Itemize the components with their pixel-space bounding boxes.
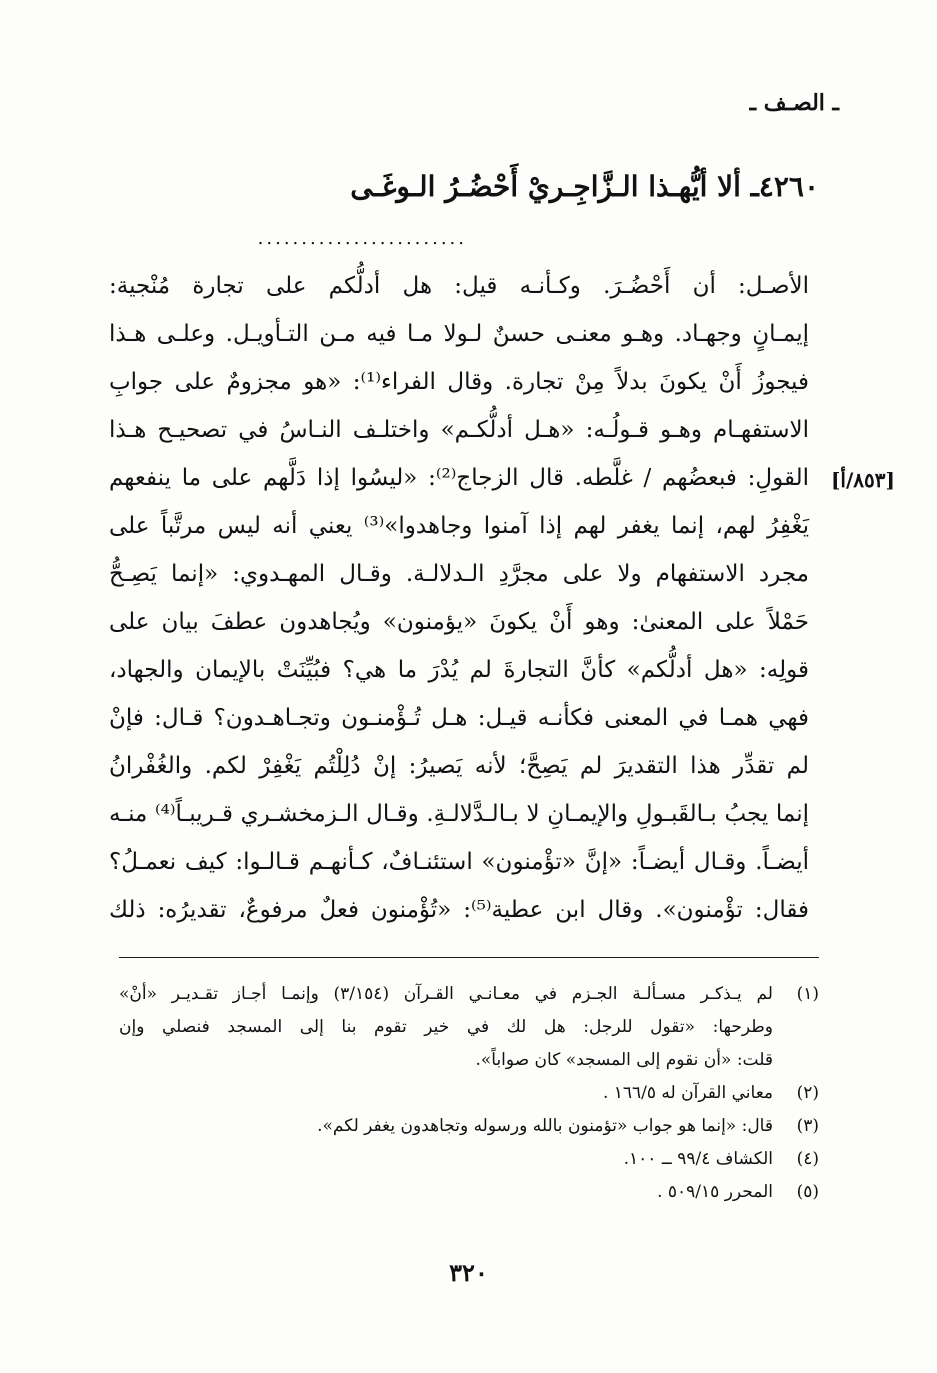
body-line: يَغْفِرُ لهم، إنما يغفر لهم إذا آمنوا وجاهدوا»⁽³⁾ يعني أنه ليس مرتَّباً على [109, 513, 810, 539]
footnote-5 [119, 1176, 819, 1209]
footnote-divider [119, 957, 819, 958]
footnotes [119, 978, 819, 1209]
footnote-2 [119, 1077, 819, 1110]
body-line: الاستفهـام وهـو قـولُـه: «هـل أدلُّكـم» واختلـف النـاسُ في تصحيـح هـذا [109, 417, 809, 443]
body-line: مجرد الاستفهام ولا على مجرَّدِ الـدلالـة. وقـال المهـدوي: «إنما يَصِـحُّ [109, 561, 809, 587]
footnote-line: لم يـذكـر مسـألـة الجـزم في معـانـي القـرآن (٣/١٥٤) وإنمـا أجـاز تقـديـر «أنْ» [119, 984, 773, 1004]
footnote-4 [119, 1143, 819, 1176]
ellipsis-dots: ........................ [257, 228, 467, 249]
footnote-line: قلت: «أن نقوم إلى المسجد» كان صواباً». [475, 1050, 773, 1070]
body-text [109, 262, 809, 934]
footnote-number: (٥) [796, 1182, 819, 1202]
footnote-number: (٣) [796, 1116, 819, 1136]
footnote-number: (١) [796, 984, 819, 1004]
footnote-number: (٤) [796, 1149, 819, 1169]
footnote-line: وطرحها: «تقول للرجل: هل لك في خير تقوم بنا إلى المسجد فنصلي وإن [119, 1017, 773, 1037]
margin-folio-note: [٨٥٣/أ] [830, 468, 895, 492]
body-line: حَمْلاً على المعنىٰ: وهو أَنْ يكونَ «يؤمنون» ويُجاهدون عطفَ بيان على [109, 609, 809, 635]
body-line: إيمـانٍ وجهـاد. وهـو معنـى حسنٌ لـولا مـا فيه مـن التـأويـل. وعلـى هـذا [109, 321, 809, 347]
verse-line: ٤٢٦٠ـ ألا أيُّهـذا الـزَّاجِـريْ أَحْضُـرُ الـوغَـى [350, 170, 819, 203]
footnote-line: قال: «إنما هو جواب «تؤمنون بالله ورسوله وتجاهدون يغفر لكم». [317, 1116, 773, 1136]
body-line: فيجوزُ أَنْ يكونَ بدلاً مِنْ تجارة. وقال الفراء⁽¹⁾: «هو مجزومٌ على جوابِ [109, 369, 809, 395]
footnote-line: معاني القرآن له ١٦٦/٥ . [602, 1083, 773, 1103]
body-line: قولِه: «هل أدلُّكم» كأنَّ التجارةَ لم يُدْرَ ما هي؟ فبُيِّنَتْ بالإيمان والجهاد، [109, 657, 809, 683]
footnote-3 [119, 1110, 819, 1143]
footnote-number: (٢) [796, 1083, 819, 1103]
body-line: فقال: تؤْمنون». وقال ابن عطية⁽⁵⁾: «تُؤْمنون فعلٌ مرفوعٌ، تقديرُه: ذلك [109, 897, 809, 923]
footnote-line: المحرر ٥٠٩/١٥ . [657, 1182, 773, 1202]
running-header: ـ الصـف ـ [749, 90, 839, 116]
body-line: الأصـل: أن أَحْضُـرَ. وكـأنـه قيل: هل أدلُّكم على تجارة مُنْجية: [109, 273, 809, 299]
body-line: لم تقدِّر هذا التقديرَ لم يَصِحَّ؛ لأنه يَصيرُ: إنْ دُلِلْتُم يَغْفِرْ لكم. والغُفْرانُ [109, 753, 809, 779]
body-line: أيضـاً. وقـال أيضـاً: «إنَّ «تؤْمنون» استئنـافٌ، كـأنهـم قـالـوا: كيف نعمـلُ؟ [109, 849, 809, 875]
body-line: فهي همـا في المعنى فكأنـه قيـل: هـل تُـؤْمنـون وتجـاهـدون؟ قـال: فإنْ [109, 705, 809, 731]
page-number: ٣٢٠ [449, 1258, 488, 1287]
footnote-line: الكشاف ٩٩/٤ ــ ١٠٠. [623, 1149, 773, 1169]
body-line: إنما يجبُ بـالقَبـولِ والإيمـانِ لا بـالـدَّلالـةِ. وقـال الـزمخشـري قـريبـاً⁽⁴⁾ منـه [109, 801, 809, 827]
body-line: القولِ: فبعضُهم / غلَّطه. قال الزجاج⁽²⁾: «ليسُوا إذا دَلَّهم على ما ينفعهم [109, 465, 809, 491]
footnote-1 [119, 978, 819, 1077]
